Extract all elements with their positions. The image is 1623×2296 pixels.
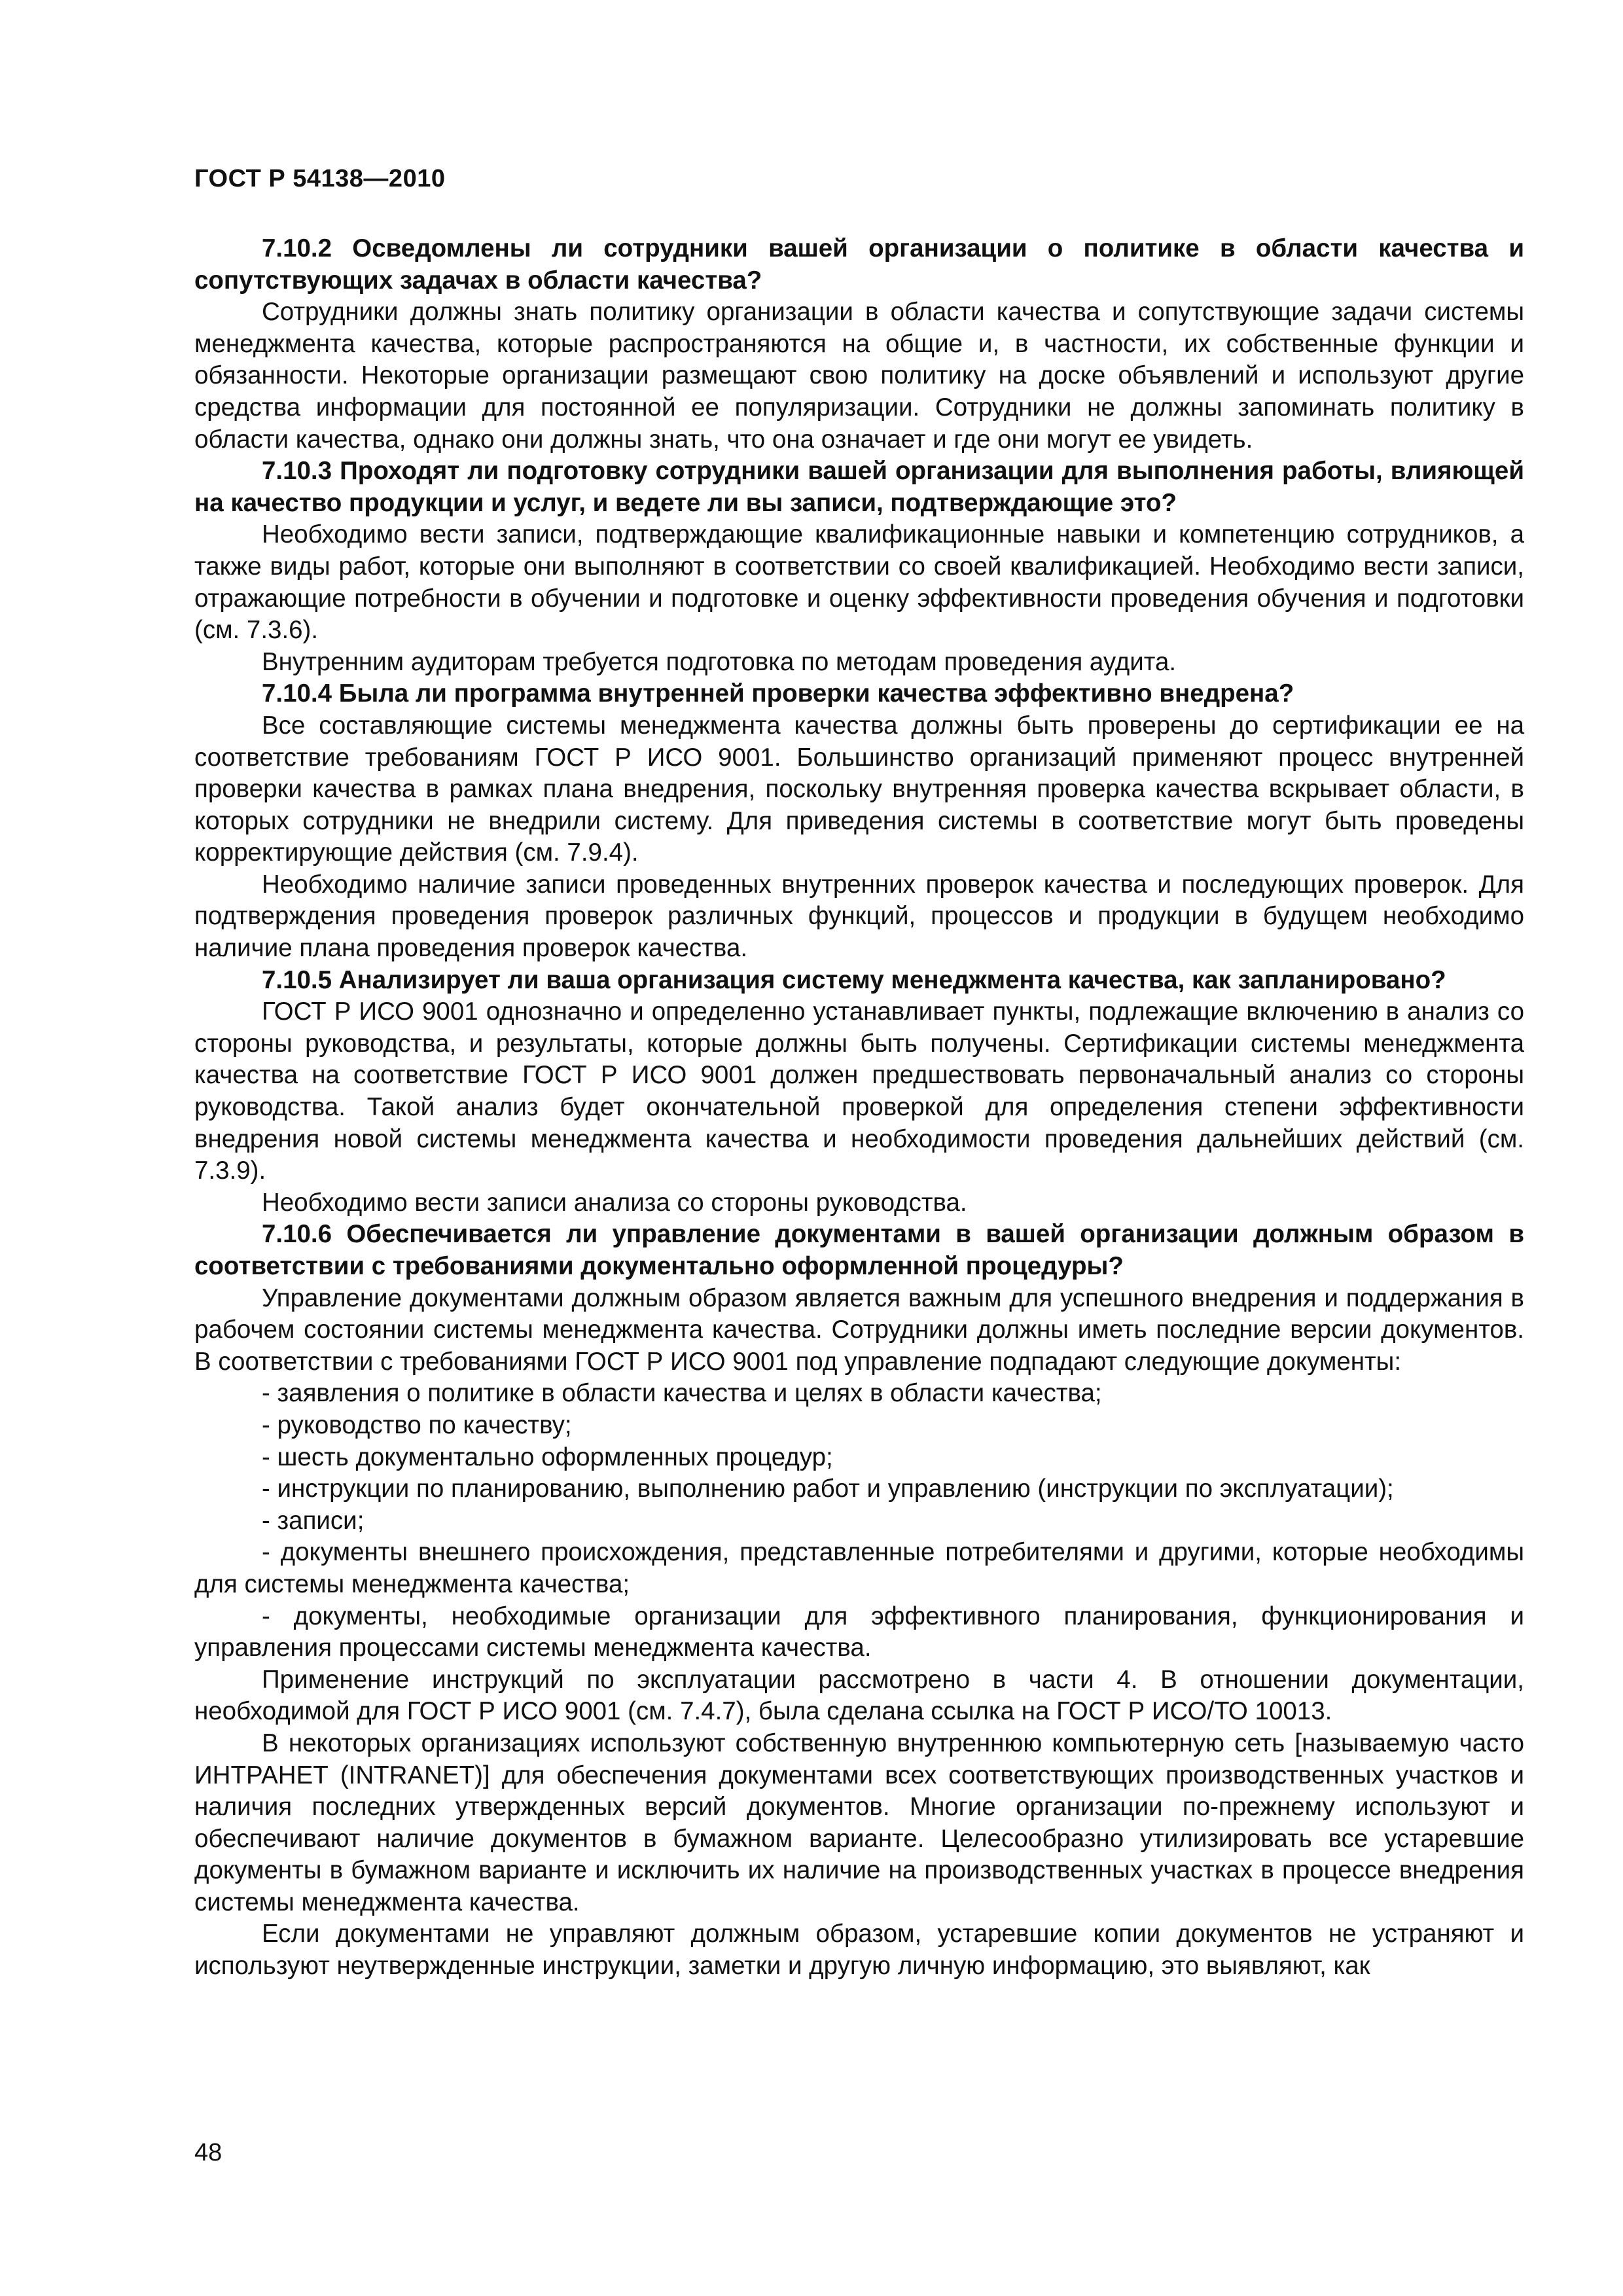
section-heading-7-10-3: 7.10.3 Проходят ли подготовку сотрудники вашей организации для выполнения работы, влияющей на качество продукции и услуг, и ведете ли вы записи, подтверждающие это? xyxy=(194,457,1524,517)
body-paragraph: Все составляющие системы менеджмента качества должны быть проверены до сертификации ее на соответствие требованиям ГОСТ Р ИСО 9001. Большинство организаций применяют процесс внутренней проверки качества в рамках плана внедрения, поскольку внутренняя проверка качества вскрывает области, в которых сотрудники не внедрили систему. Для приведения системы в соответствие могут быть проведены корректирующие действия (см. 7.9.4). xyxy=(194,711,1524,867)
body-paragraph: Необходимо вести записи анализа со стороны руководства. xyxy=(262,1188,967,1217)
list-item: - руководство по качеству; xyxy=(262,1410,572,1439)
document-body xyxy=(194,233,1524,1982)
body-paragraph: Управление документами должным образом является важным для успешного внедрения и поддержания в рабочем состоянии системы менеджмента качества. Сотрудники должны иметь последние версии документов. В соответствии с требованиями ГОСТ Р ИСО 9001 под управление подпадают следующие документы: xyxy=(194,1283,1524,1376)
page-number: 48 xyxy=(194,2139,223,2166)
list-item: - документы внешнего происхождения, представленные потребителями и другими, которые необходимы для системы менеджмента качества; xyxy=(194,1538,1524,1598)
section-heading-7-10-6: 7.10.6 Обеспечивается ли управление документами в вашей организации должным образом в соответствии с требованиями документально оформленной процедуры? xyxy=(194,1220,1524,1280)
list-item: - шесть документально оформленных процедур; xyxy=(262,1443,833,1471)
list-item: - заявления о политике в области качества и целях в области качества; xyxy=(262,1379,1102,1408)
list-item: - записи; xyxy=(262,1506,365,1535)
section-heading-7-10-5: 7.10.5 Анализирует ли ваша организация систему менеджмента качества, как запланировано? xyxy=(262,965,1446,994)
list-item: - документы, необходимые организации для эффективного планирования, функционирования и управления процессами системы менеджмента качества. xyxy=(194,1602,1524,1662)
body-paragraph: Применение инструкций по эксплуатации рассмотрено в части 4. В отношении документации, необходимой для ГОСТ Р ИСО 9001 (см. 7.4.7), была сделана ссылка на ГОСТ Р ИСО/ТО 10013. xyxy=(194,1665,1524,1726)
body-paragraph: Сотрудники должны знать политику организации в области качества и сопутствующие задачи системы менеджмента качества, которые распространяются на общие и, в частности, их собственные функции и обязанности. Некоторые организации размещают свою политику на доске объявлений и используют другие средства информации для постоянной ее популяризации. Сотрудники не должны запоминать политику в области качества, однако они должны знать, что она означает и где они могут ее увидеть. xyxy=(194,298,1524,454)
body-paragraph: В некоторых организациях используют собственную внутреннюю компьютерную сеть [называемую часто ИНТРАНЕТ (INTRANET)] для обеспечения документами всех соответствующих производственных участков и наличия последних утвержденных версий документов. Многие организации по-прежнему используют и обеспечивают наличие документов в бумажном варианте. Целесообразно утилизировать все устаревшие документы в бумажном варианте и исключить их наличие на производственных участках в процессе внедрения системы менеджмента качества. xyxy=(194,1729,1524,1916)
body-paragraph: Внутренним аудиторам требуется подготовка по методам проведения аудита. xyxy=(262,647,1177,676)
body-paragraph: Необходимо вести записи, подтверждающие квалификационные навыки и компетенцию сотрудников, а также виды работ, которые они выполняют в соответствии со своей квалификацией. Необходимо вести записи, отражающие потребности в обучении и подготовке и оценку эффективности проведения обучения и подготовки (см. 7.3.6). xyxy=(194,520,1524,645)
body-paragraph: ГОСТ Р ИСО 9001 однозначно и определенно устанавливает пункты, подлежащие включению в анализ со стороны руководства, и результаты, которые должны быть получены. Сертификации системы менеджмента качества на соответствие ГОСТ Р ИСО 9001 должен предшествовать первоначальный анализ со стороны руководства. Такой анализ будет окончательной проверкой для определения степени эффективности внедрения новой системы менеджмента качества и необходимости проведения дальнейших действий (см. 7.3.9). xyxy=(194,997,1524,1185)
body-paragraph: Если документами не управляют должным образом, устаревшие копии документов не устраняют и используют неутвержденные инструкции, заметки и другую личную информацию, это выявляют, как xyxy=(194,1920,1524,1981)
section-heading-7-10-4: 7.10.4 Была ли программа внутренней проверки качества эффективно внедрена? xyxy=(262,679,1294,708)
document-header: ГОСТ Р 54138—2010 xyxy=(194,165,446,192)
list-item: - инструкции по планированию, выполнению работ и управлению (инструкции по эксплуатации); xyxy=(262,1475,1394,1503)
body-paragraph: Необходимо наличие записи проведенных внутренних проверок качества и последующих проверок. Для подтверждения проведения проверок различных функций, процессов и продукции в будущем необходимо наличие плана проведения проверок качества. xyxy=(194,870,1524,963)
section-heading-7-10-2: 7.10.2 Осведомлены ли сотрудники вашей организации о политике в области качества и сопутствующих задачах в области качества? xyxy=(194,234,1524,295)
